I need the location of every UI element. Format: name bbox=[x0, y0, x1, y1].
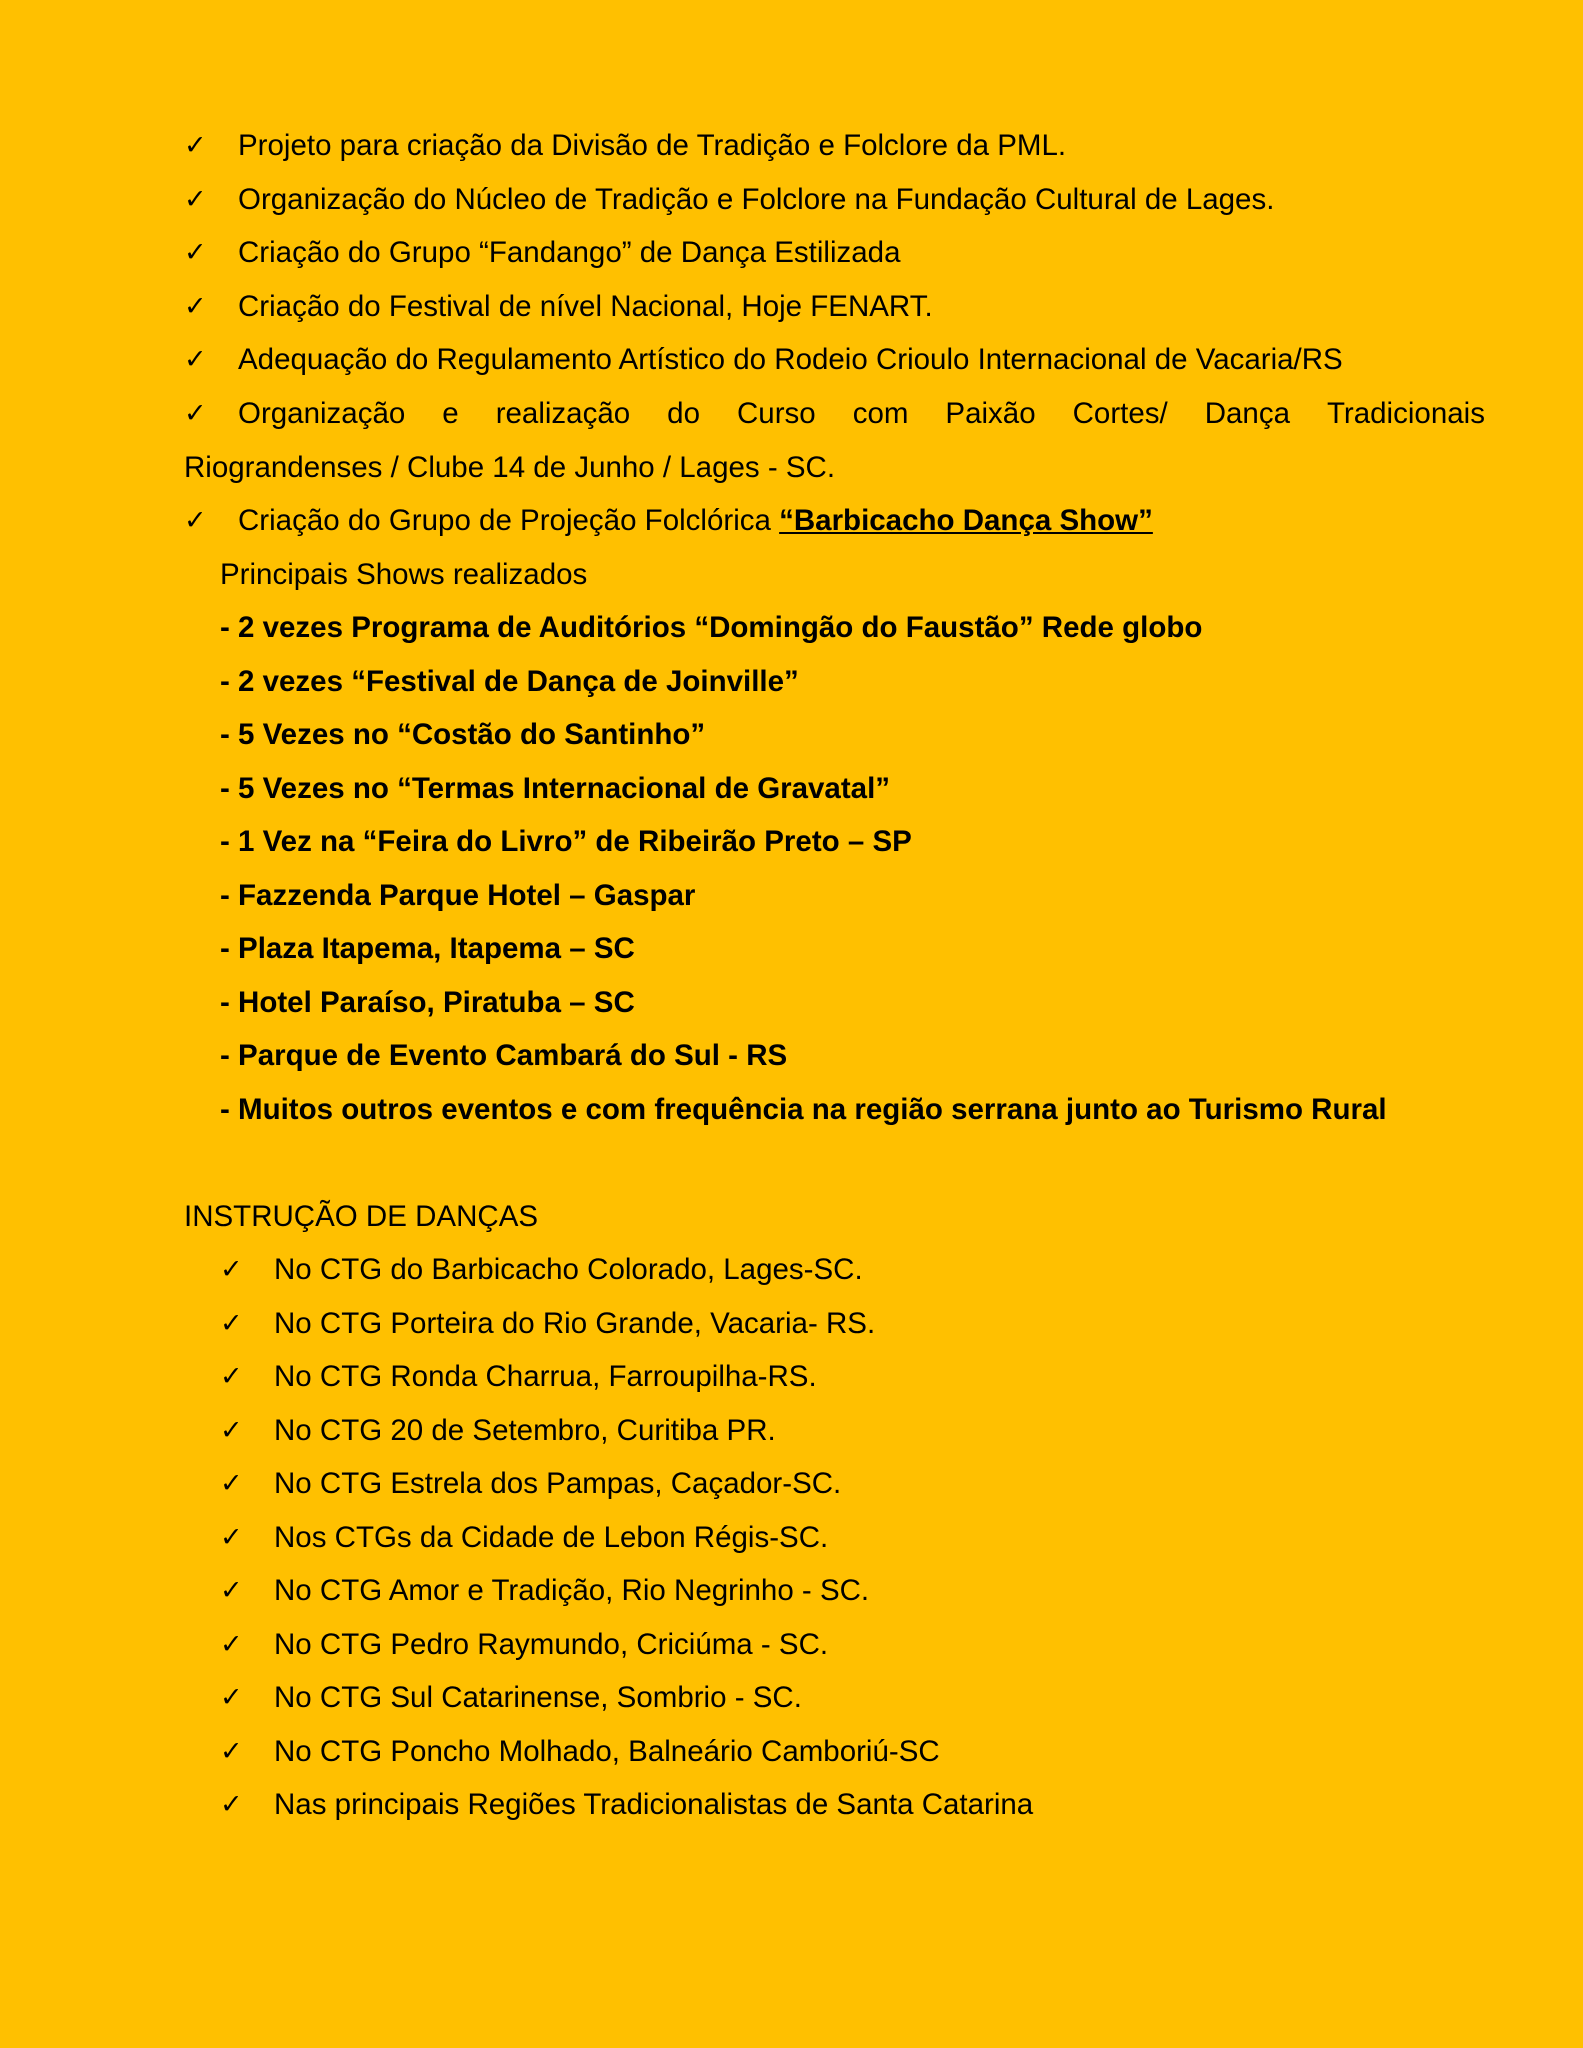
course-word: do bbox=[667, 397, 700, 430]
check-icon: ✓ bbox=[220, 1254, 243, 1285]
check-icon: ✓ bbox=[184, 505, 207, 536]
check-icon: ✓ bbox=[184, 398, 207, 429]
show-text: - Hotel Paraíso, Piratuba – SC bbox=[220, 986, 635, 1019]
instruction-text: No CTG do Barbicacho Colorado, Lages-SC. bbox=[274, 1253, 863, 1286]
show-text: - 2 vezes “Festival de Dança de Joinville” bbox=[220, 665, 799, 698]
instruction-text: No CTG Sul Catarinense, Sombrio - SC. bbox=[274, 1681, 802, 1714]
instruction-text: No CTG Pedro Raymundo, Criciúma - SC. bbox=[274, 1628, 829, 1661]
show-text: - Plaza Itapema, Itapema – SC bbox=[220, 932, 635, 965]
instruction-text: Nos CTGs da Cidade de Lebon Régis-SC. bbox=[274, 1521, 829, 1554]
course-word: Paixão bbox=[945, 397, 1036, 430]
achievement-text: Criação do Grupo “Fandango” de Dança Estilizada bbox=[238, 236, 901, 269]
instruction-text: No CTG 20 de Setembro, Curitiba PR. bbox=[274, 1414, 776, 1447]
check-icon: ✓ bbox=[184, 291, 207, 322]
show-text: - 1 Vez na “Feira do Livro” de Ribeirão Preto – SP bbox=[220, 825, 912, 858]
show-text: - Fazzenda Parque Hotel – Gaspar bbox=[220, 879, 696, 912]
check-icon: ✓ bbox=[184, 184, 207, 215]
instruction-text: No CTG Estrela dos Pampas, Caçador-SC. bbox=[274, 1467, 842, 1500]
course-item-words bbox=[238, 396, 1485, 432]
instruction-text: No CTG Amor e Tradição, Rio Negrinho - SC. bbox=[274, 1574, 870, 1607]
instruction-text: No CTG Poncho Molhado, Balneário Camboriú-SC bbox=[274, 1735, 940, 1768]
course-word: Tradicionais bbox=[1327, 397, 1485, 430]
show-text: - 2 vezes Programa de Auditórios “Domingão do Faustão” Rede globo bbox=[220, 611, 1203, 644]
achievement-text: Adequação do Regulamento Artístico do Rodeio Crioulo Internacional de Vacaria/RS bbox=[238, 343, 1343, 376]
check-icon: ✓ bbox=[184, 237, 207, 268]
shows-heading-text: Principais Shows realizados bbox=[220, 558, 588, 591]
group-item-text bbox=[238, 503, 1153, 539]
course-continuation-text: Riograndenses / Clube 14 de Junho / Lages - SC. bbox=[184, 451, 836, 484]
show-text: - 5 Vezes no “Costão do Santinho” bbox=[220, 718, 706, 751]
achievement-text: Criação do Festival de nível Nacional, Hoje FENART. bbox=[238, 290, 933, 323]
achievement-text: Organização do Núcleo de Tradição e Folclore na Fundação Cultural de Lages. bbox=[238, 183, 1275, 216]
show-text: - Muitos outros eventos e com frequência na região serrana junto ao Turismo Rural bbox=[220, 1093, 1387, 1126]
course-word: realização bbox=[495, 397, 631, 430]
instruction-text: Nas principais Regiões Tradicionalistas de Santa Catarina bbox=[274, 1788, 1034, 1821]
show-text: - Parque de Evento Cambará do Sul - RS bbox=[220, 1039, 788, 1072]
check-icon: ✓ bbox=[220, 1682, 243, 1713]
check-icon: ✓ bbox=[220, 1361, 243, 1392]
check-icon: ✓ bbox=[220, 1522, 243, 1553]
course-word: Curso bbox=[736, 397, 816, 430]
course-word: Organização bbox=[238, 397, 406, 430]
course-word: Dança bbox=[1204, 397, 1290, 430]
check-icon: ✓ bbox=[220, 1789, 243, 1820]
instruction-text: No CTG Porteira do Rio Grande, Vacaria- RS. bbox=[274, 1307, 876, 1340]
check-icon: ✓ bbox=[220, 1629, 243, 1660]
instruction-heading-text: INSTRUÇÃO DE DANÇAS bbox=[184, 1200, 539, 1233]
instruction-text: No CTG Ronda Charrua, Farroupilha-RS. bbox=[274, 1360, 817, 1393]
course-word: e bbox=[442, 397, 459, 430]
check-icon: ✓ bbox=[220, 1575, 243, 1606]
course-word: Cortes/ bbox=[1072, 397, 1168, 430]
check-icon: ✓ bbox=[220, 1736, 243, 1767]
check-icon: ✓ bbox=[220, 1415, 243, 1446]
check-icon: ✓ bbox=[220, 1468, 243, 1499]
check-icon: ✓ bbox=[184, 130, 207, 161]
group-name: “Barbicacho Dança Show” bbox=[779, 504, 1153, 537]
show-text: - 5 Vezes no “Termas Internacional de Gravatal” bbox=[220, 772, 891, 805]
check-icon: ✓ bbox=[220, 1308, 243, 1339]
group-item-prefix: Criação do Grupo de Projeção Folclórica bbox=[238, 504, 771, 537]
check-icon: ✓ bbox=[184, 344, 207, 375]
achievement-text: Projeto para criação da Divisão de Tradição e Folclore da PML. bbox=[238, 129, 1067, 162]
course-word: com bbox=[852, 397, 909, 430]
